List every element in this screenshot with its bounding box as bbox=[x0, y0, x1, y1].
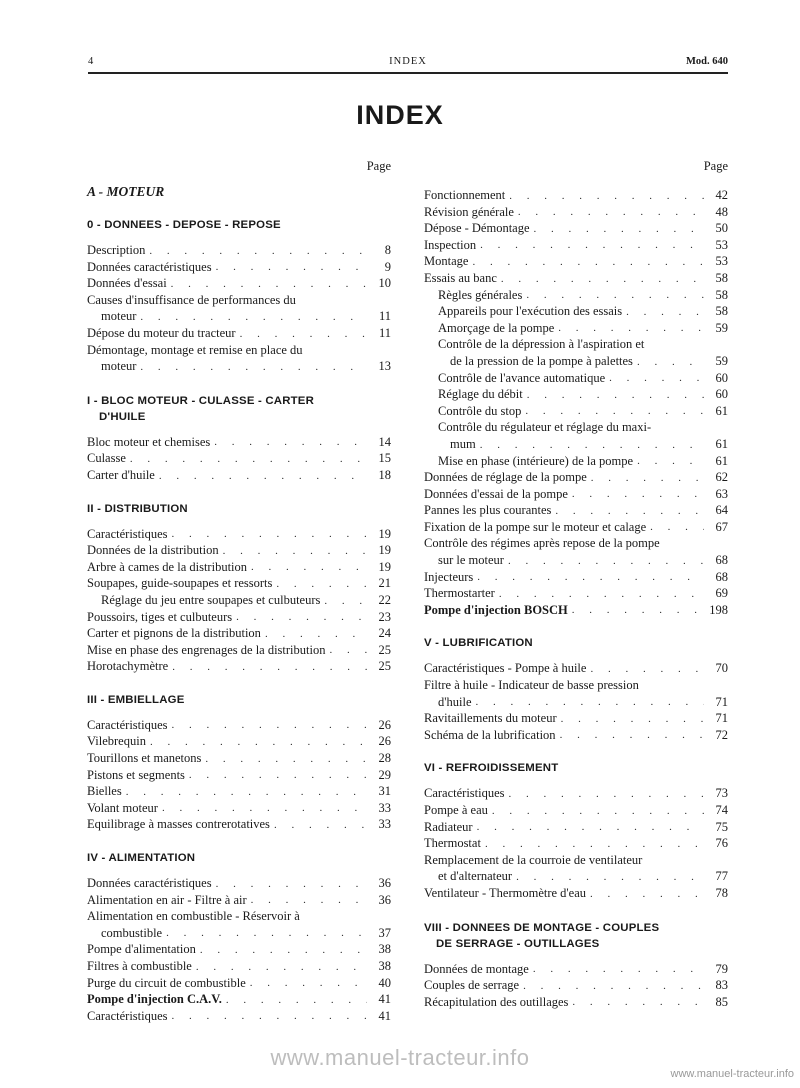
index-entry: Bielles . . . 31 bbox=[87, 783, 391, 800]
section-title: IV - ALIMENTATION bbox=[87, 852, 196, 865]
index-entry: Mise en phase des engrenages de la distribution . . . 25 bbox=[87, 642, 391, 659]
index-entry: moteur . . . 13 bbox=[87, 358, 391, 375]
index-entry: Données de montage . . . 79 bbox=[424, 961, 728, 978]
page-title: INDEX bbox=[356, 100, 444, 130]
index-entry: Filtres à combustible . . . 38 bbox=[87, 958, 391, 975]
index-entry: moteur . . . 11 bbox=[87, 308, 391, 325]
index-entry: Pannes les plus courantes . . . 64 bbox=[424, 502, 728, 519]
section-title: I - BLOC MOTEUR - CULASSE - CARTER D'HUILE bbox=[87, 394, 315, 423]
index-entry: Réglage du jeu entre soupapes et culbuteurs . . . 22 bbox=[87, 592, 391, 609]
index-entry: Contrôle du stop . . . 61 bbox=[424, 403, 728, 420]
index-entry: Fixation de la pompe sur le moteur et calage . . . 67 bbox=[424, 519, 728, 536]
index-entry: Thermostat . . . 76 bbox=[424, 835, 728, 852]
index-entry: Ventilateur - Thermomètre d'eau . . . 78 bbox=[424, 885, 728, 902]
index-entry: Caractéristiques . . . 19 bbox=[87, 526, 391, 543]
index-entry: Révision générale . . . 48 bbox=[424, 204, 728, 221]
watermark: www.manuel-tracteur.info bbox=[270, 1045, 530, 1070]
header-rule bbox=[88, 72, 728, 74]
index-entry: Dépose - Démontage . . . 50 bbox=[424, 220, 728, 237]
index-entry: Essais au banc . . . 58 bbox=[424, 270, 728, 287]
index-entry: Couples de serrage . . . 83 bbox=[424, 977, 728, 994]
model-label: Mod. 640 bbox=[686, 56, 728, 67]
index-entry: Amorçage de la pompe . . . 59 bbox=[424, 320, 728, 337]
index-entry: Vilebrequin . . . 26 bbox=[87, 733, 391, 750]
index-entry: Données de la distribution . . . 19 bbox=[87, 542, 391, 559]
index-entry: Réglage du débit . . . 60 bbox=[424, 386, 728, 403]
index-entry: Pistons et segments . . . 29 bbox=[87, 767, 391, 784]
index-entry: sur le moteur . . . 68 bbox=[424, 552, 728, 569]
index-entry: Radiateur . . . 75 bbox=[424, 819, 728, 836]
index-entry: Description . . . 8 bbox=[87, 242, 391, 259]
section-title: II - DISTRIBUTION bbox=[87, 502, 188, 515]
index-entry: Récapitulation des outillages . . . 85 bbox=[424, 994, 728, 1011]
index-entry: Pompe d'injection C.A.V. . . . 41 bbox=[87, 991, 391, 1008]
index-entry: Montage . . . 53 bbox=[424, 253, 728, 270]
index-entry: Purge du circuit de combustible . . . 40 bbox=[87, 975, 391, 992]
index-entry: Bloc moteur et chemises . . . 14 bbox=[87, 434, 391, 451]
index-entry-line: Démontage, montage et remise en place du bbox=[87, 342, 303, 357]
index-entry: Alimentation en air - Filtre à air . . . 36 bbox=[87, 892, 391, 909]
header-title: INDEX bbox=[389, 56, 427, 67]
index-entry: de la pression de la pompe à palettes . . . 59 bbox=[424, 353, 728, 370]
index-entry: Carter d'huile . . . 18 bbox=[87, 467, 391, 484]
index-entry-line: Contrôle de la dépression à l'aspiration et bbox=[438, 337, 645, 352]
part-title: A - MOTEUR bbox=[87, 184, 165, 199]
index-column-left bbox=[87, 158, 391, 1024]
index-entry: Poussoirs, tiges et culbuteurs . . . 23 bbox=[87, 609, 391, 626]
index-entry: Horotachymètre . . . 25 bbox=[87, 658, 391, 675]
index-entry: d'huile . . . 71 bbox=[424, 694, 728, 711]
section-title: VI - REFROIDISSEMENT bbox=[424, 762, 559, 775]
index-entry: Caractéristiques . . . 41 bbox=[87, 1008, 391, 1025]
page-number: 4 bbox=[88, 56, 94, 67]
index-entry-line: Contrôle des régimes après repose de la pompe bbox=[424, 536, 660, 551]
index-entry: Equilibrage à masses contrerotatives . . . 33 bbox=[87, 816, 391, 833]
index-entry-line: Contrôle du régulateur et réglage du maxi- bbox=[438, 420, 652, 435]
index-entry: Données d'essai de la pompe . . . 63 bbox=[424, 486, 728, 503]
index-entry: Inspection . . . 53 bbox=[424, 237, 728, 254]
index-entry-line: Alimentation en combustible - Réservoir à bbox=[87, 909, 300, 924]
index-entry: Injecteurs . . . 68 bbox=[424, 569, 728, 586]
index-entry: Règles générales . . . 58 bbox=[424, 287, 728, 304]
index-entry: Contrôle de l'avance automatique . . . 60 bbox=[424, 370, 728, 387]
index-column-right bbox=[424, 158, 728, 1010]
section-title: 0 - DONNEES - DEPOSE - REPOSE bbox=[87, 219, 281, 231]
index-entry: Pompe d'alimentation . . . 38 bbox=[87, 941, 391, 958]
index-entry-line: Filtre à huile - Indicateur de basse pression bbox=[424, 678, 639, 693]
index-entry: Données caractéristiques . . . 36 bbox=[87, 875, 391, 892]
page-column-heading: Page bbox=[366, 159, 391, 173]
index-entry: Volant moteur . . . 33 bbox=[87, 800, 391, 817]
section-title: VIII - DONNEES DE MONTAGE - COUPLES DE SERRAGE - OUTILLAGES bbox=[424, 921, 660, 950]
index-entry: Ravitaillements du moteur . . . 71 bbox=[424, 710, 728, 727]
watermark-small: www.manuel-tracteur.info bbox=[670, 1068, 794, 1080]
index-entry: Schéma de la lubrification . . . 72 bbox=[424, 727, 728, 744]
running-header bbox=[88, 56, 728, 72]
index-entry: Caractéristiques . . . 73 bbox=[424, 785, 728, 802]
index-entry: Appareils pour l'exécution des essais . . . 58 bbox=[424, 303, 728, 320]
section-title: V - LUBRIFICATION bbox=[424, 637, 533, 650]
section-title: III - EMBIELLAGE bbox=[87, 693, 185, 706]
index-entry: Données de réglage de la pompe . . . 62 bbox=[424, 469, 728, 486]
index-entry: Mise en phase (intérieure) de la pompe . . . 61 bbox=[424, 453, 728, 470]
index-entry: Tourillons et manetons . . . 28 bbox=[87, 750, 391, 767]
index-entry: Soupapes, guide-soupapes et ressorts . . . 21 bbox=[87, 575, 391, 592]
index-entry-line: Remplacement de la courroie de ventilateur bbox=[424, 852, 643, 867]
index-entry: et d'alternateur . . . 77 bbox=[424, 868, 728, 885]
index-entry-line: Causes d'insuffisance de performances du bbox=[87, 292, 296, 307]
index-entry: Pompe d'injection BOSCH . . . 198 bbox=[424, 602, 728, 619]
index-entry: Caractéristiques - Pompe à huile . . . 70 bbox=[424, 660, 728, 677]
index-entry: Dépose du moteur du tracteur . . . 11 bbox=[87, 325, 391, 342]
index-entry: Données caractéristiques . . . 9 bbox=[87, 259, 391, 276]
index-entry: combustible . . . 37 bbox=[87, 925, 391, 942]
index-entry: Arbre à cames de la distribution . . . 19 bbox=[87, 559, 391, 576]
page-column-heading: Page bbox=[703, 159, 728, 173]
index-entry: Pompe à eau . . . 74 bbox=[424, 802, 728, 819]
index-entry: Données d'essai . . . 10 bbox=[87, 275, 391, 292]
index-entry: Culasse . . . 15 bbox=[87, 450, 391, 467]
index-entry: Fonctionnement . . . 42 bbox=[424, 187, 728, 204]
index-entry: Caractéristiques . . . 26 bbox=[87, 717, 391, 734]
index-entry: mum . . . 61 bbox=[424, 436, 728, 453]
index-entry: Carter et pignons de la distribution . . . 24 bbox=[87, 625, 391, 642]
index-entry: Thermostarter . . . 69 bbox=[424, 585, 728, 602]
